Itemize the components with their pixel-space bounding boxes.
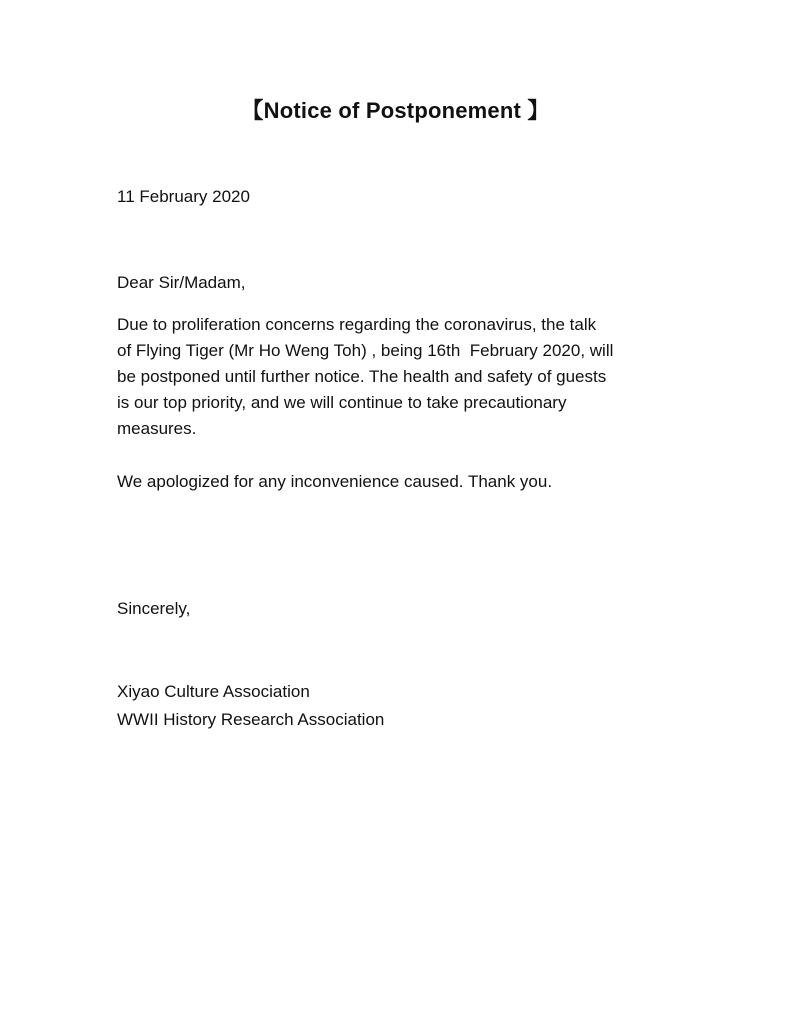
body-line: measures.: [117, 419, 197, 438]
signatory-name: WWII History Research Association: [117, 710, 385, 729]
signatory-name: Xiyao Culture Association: [117, 682, 310, 701]
body-line: Due to proliferation concerns regarding the coronavirus, the talk: [117, 315, 597, 334]
closing-line: Sincerely,: [117, 599, 191, 618]
notice-title: [0, 94, 791, 125]
notice-date: 11 February 2020: [117, 187, 250, 206]
title-open-bracket: 【: [241, 98, 264, 123]
title-text: Notice of Postponement: [263, 98, 522, 123]
salutation: Dear Sir/Madam,: [117, 273, 246, 292]
apology-paragraph: We apologized for any inconvenience caused. Thank you.: [117, 472, 553, 491]
body-paragraph: [117, 312, 613, 442]
body-line: of Flying Tiger (Mr Ho Weng Toh) , being 16th February 2020, will: [117, 341, 614, 360]
body-line: is our top priority, and we will continue to take precautionary: [117, 393, 567, 412]
body-line: be postponed until further notice. The health and safety of guests: [117, 367, 607, 386]
signature-block: [117, 679, 384, 735]
title-close-bracket: 】: [521, 98, 550, 123]
